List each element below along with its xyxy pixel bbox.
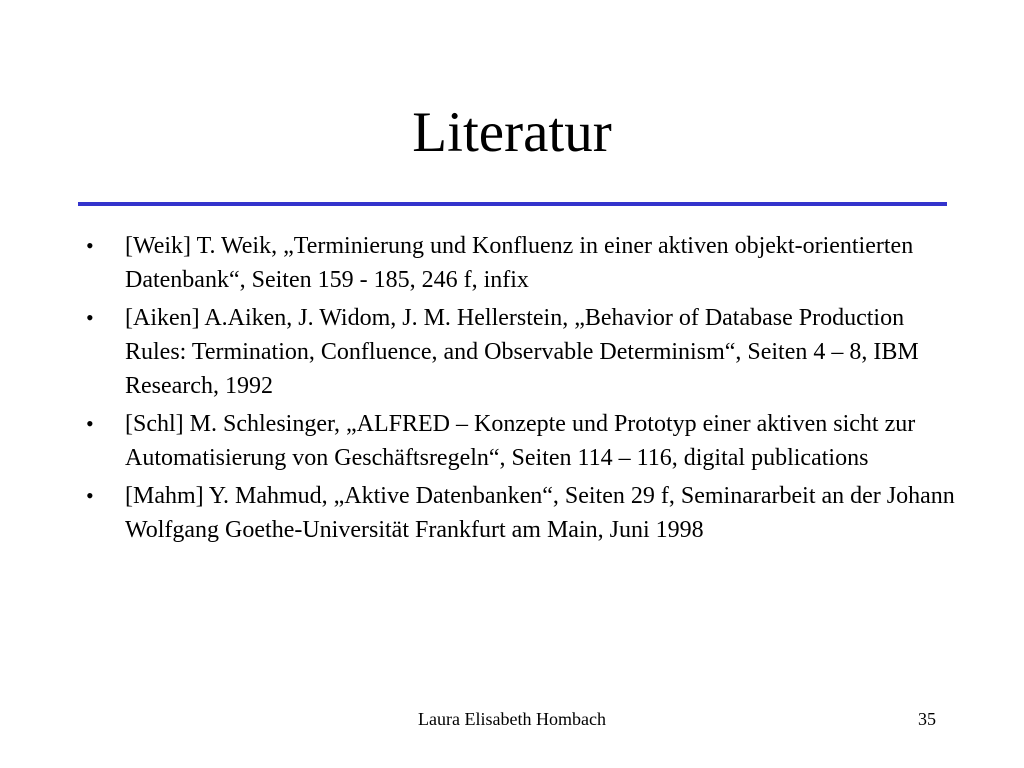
bullet-icon: •	[86, 233, 94, 258]
reference-item	[86, 301, 956, 403]
reference-text: [Aiken] A.Aiken, J. Widom, J. M. Hellerstein, „Behavior of Database Production Rules: Termination, Confluence, and Observable Determinism“, Seiten 4 – 8, IBM Research, 1992	[125, 305, 919, 399]
bullet-icon: •	[86, 483, 94, 508]
reference-text: [Weik] T. Weik, „Terminierung und Konfluenz in einer aktiven objekt-orientierten Datenbank“, Seiten 159 - 185, 246 f, infix	[125, 233, 914, 293]
footer-author: Laura Elisabeth Hombach	[418, 709, 606, 729]
reference-item	[86, 229, 956, 297]
reference-item	[86, 479, 956, 547]
reference-list	[86, 229, 956, 551]
title-divider	[78, 202, 947, 206]
reference-text: [Schl] M. Schlesinger, „ALFRED – Konzepte und Prototyp einer aktiven sicht zur Automatisierung von Geschäftsregeln“, Seiten 114 – 116, digital publications	[125, 411, 916, 471]
reference-text: [Mahm] Y. Mahmud, „Aktive Datenbanken“, Seiten 29 f, Seminararbeit an der Johann Wolfgang Goethe-Universität Frankfurt am Main, Juni 1998	[125, 483, 955, 543]
slide-title: Literatur	[412, 101, 612, 164]
bullet-icon: •	[86, 411, 94, 436]
reference-item	[86, 407, 956, 475]
page-number: 35	[918, 709, 936, 729]
bullet-icon: •	[86, 305, 94, 330]
